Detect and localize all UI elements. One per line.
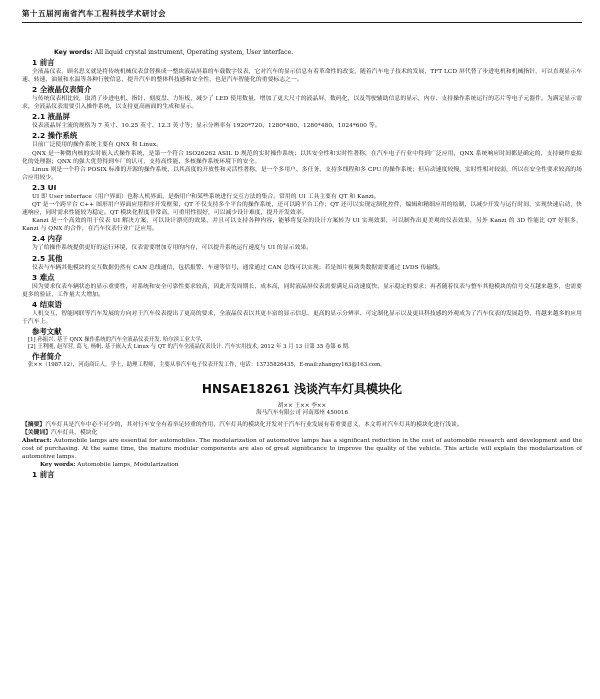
section-title: 1 前言 (32, 469, 55, 479)
abstract-en (22, 437, 582, 461)
keywords-en-text: Automobile lamps, Modularization (77, 461, 179, 468)
references-title: 参考文献 (32, 326, 62, 336)
page (22, 8, 582, 480)
paragraph: QT 是一个跨平台 C++ 图形用户界面应用程序开发框架，QT 不仅支持多个平台的操作系统，还可以跨平台工作；QT 还可以实现定制化控件，编辑和精细应用的绘制，以减少开发与运行时间，实现快速启动，快速响应，同时需求性能较为稳定。QT 模块化程度非常高，可重用性很好，可以减少设计难度，提升开发效率。 (22, 202, 582, 217)
section-title: 2.1 液晶屏 (32, 112, 70, 122)
keywords-cn-text: 汽车灯具，模块化 (51, 429, 98, 436)
paragraph: QNX 是一种微内核的实时嵌入式操作系统，是第一个符合 ISO26262 ASIL D 规范的实时操作系统；以其安全性和实时性著称，在汽车电子行业中得到广泛应用，QNX 系统响应时间都是确定的，支持硬件虚拟化的处理器；QNX 的强大优势得到车厂的认可，支持高性能、多核操作系统环境下的安全。 (22, 150, 582, 165)
section-title: 2.3 UI (32, 182, 57, 192)
paragraph: 因为要求仪表车辆状态的显示重要性，对系统和安全可靠性要求较高，因此开发周期长、成本高，同时液晶屏仪表需要满足启动速度快、显示稳定的要求；再者随着仪表与整车其他模块的信号交互越来越多，也需要更多的验证，工作量大大增加。 (22, 283, 582, 298)
keywords-en-label: Key words: (40, 461, 76, 468)
author-intro-title: 作者简介 (32, 352, 62, 362)
keywords-cn (22, 429, 582, 437)
paragraph: Linux 则是一个符合 POSIX 标准的开源的操作系统，以其高度的开放性和灵活性著称，是一个多用户、多任务、支持多线程和多 CPU 的操作系统；但启动速度较慢，实时性相对较弱，所以在安全性要求较高的场合应用较少。 (22, 166, 582, 181)
paragraph: 人机交互、智能网联等汽车发展的方向对于汽车仪表提出了更高的要求，全液晶仪表以其更丰富的显示信息、更高的显示分辨率、可定制化显示以及更具科技感的外观成为了汽车仪表的发展趋势，将越来越多的应用于汽车上。 (22, 310, 582, 325)
section-title: 1 前言 (32, 58, 55, 67)
abstract-cn (22, 421, 582, 429)
abstract-en-label: Abstract: (22, 437, 52, 444)
paragraph: 与传统仪表相比较，取消了步进电机、指针、刻度盘、力矩板，减少了 LED 使用数量，增加了更大尺寸的液晶屏，数码化，以及驾驶辅助信息的显示，内存、支持操作系统运行的芯片等电子元器件，为满足显示需求，全液晶仪表需要引入操作系统，以支持更高画面的生成和显示。 (22, 96, 582, 111)
paragraph: UI 即 User interface（用户界面）也称人机界面，是指用户和某些系统进行交互方法的集合。常用的 UI 工具主要有 QT 和 Kanzi。 (32, 193, 380, 200)
abstract-cn-label: 【摘要】 (22, 421, 46, 428)
section-title: 4 结束语 (32, 299, 62, 309)
section-title: 2.2 操作系统 (32, 131, 78, 141)
running-header: 第十五届河南省汽车工程科技学术研讨会 (22, 8, 582, 23)
keywords-cn-label: 【关键词】 (22, 429, 51, 436)
paragraph: 为了给操作系统提供更好的运行环境，仪表需要增加专用的内存，可以提升系统运行速度与 UI 的显示效果。 (32, 245, 313, 252)
paragraph: Kanzi 是一个高效的用于仪表 UI 解决方案，可以设计漂亮的效果，并且可以支持各种内容，能够将复杂的设计方案转为 UI 实现效果，可以制作出更美观的仪表效果，另外 Kanzi 的 3D 性能比 QT 好很多，Kanzi 与 QNX 的合作，在汽车仪表行业广泛应用。 (22, 218, 582, 233)
paper-title: HNSAE18261 浅谈汽车灯具模块化 (201, 381, 403, 396)
reference-item: [2] 王利刚, 赵军营, 葛飞, 杨帆. 基于嵌入式 Linux 与 QT 的汽车全液晶仪表设计. 汽车实用技术, 2012 年 3 月 13 日第 35 卷第 6 期. (28, 344, 350, 351)
section-title: 2 全液晶仪表简介 (32, 85, 92, 95)
paragraph: 仪表与车辆其他模块的交互数据仍然有 CAN 总线通信，包括报警、车速等信号，通常通过 CAN 总线可以实现；若是图片视频类数据需要通过 LVDS 传输线。 (32, 264, 444, 271)
keywords-label: Key words: (54, 49, 93, 56)
reference-item: [1] 孙振兴. 基于 QNX 操作系统的汽车全液晶仪表开发. 哈尔滨工业大学. (28, 336, 203, 343)
paragraph: 目前广泛使用的操作系统主要有 QNX 和 Linux。 (32, 142, 163, 149)
keywords-en-1 (54, 49, 582, 57)
keywords-en-2 (40, 461, 582, 469)
paper-affiliation: 海马汽车有限公司 河南郑州 450016 (255, 409, 349, 416)
section-title: 2.5 其他 (32, 253, 63, 263)
section-title: 2.4 内存 (32, 234, 63, 244)
paragraph: 全液晶仪表，顾名思义就是将传统机械仪表盘替换成一整块液晶屏幕的车载数字仪表，它对汽车的显示信息有着革命性的改变，随着汽车电子技术的发展，TFT LCD 屏代替了步进电机和机械指针，可以直观显示车速、转速、油量和水温等各种行驶信息，提升汽车的整体科技感和安全性，也是汽车智能化的重要标志之一。 (22, 69, 582, 84)
abstract-block (22, 421, 582, 479)
author-intro: 张××（1987.12），河南商丘人，学士，助理工程师，主要从事汽车电子仪表开发工作，电话：13735826435，E-mail:zhangxy163@163.com。 (28, 362, 386, 369)
paper-authors: 胡×× 王×× 李×× (277, 402, 327, 409)
references (22, 327, 582, 370)
keywords-text: All liquid crystal instrument, Operating system, User interface. (94, 49, 294, 56)
section-title: 3 难点 (32, 272, 55, 282)
paragraph: 仪表液晶屏主流的规格为 7 英寸、10.25 英寸、12.3 英寸等；显示分辨率有 1920*720、1280*480、1280*480、1024*600 等。 (32, 123, 381, 130)
abstract-en-text: Automobile lamps are essential for automobiles. The modularization of automotive lamps has a significant reduction in the cost of automobile research and development and the cost of purchasing. At the same time, the mature modular components are also of great significance to improve the quality of the vehicle. This article will explain the modularization of automotive lamps. (22, 437, 583, 460)
abstract-cn-text: 汽车灯具是汽车中必不可少的，其对行车安全有着举足轻重的作用，汽车灯具的模块化开发对于汽车行业发展有着重要意义，本文将对汽车灯具的模块化进行浅谈。 (45, 421, 463, 428)
